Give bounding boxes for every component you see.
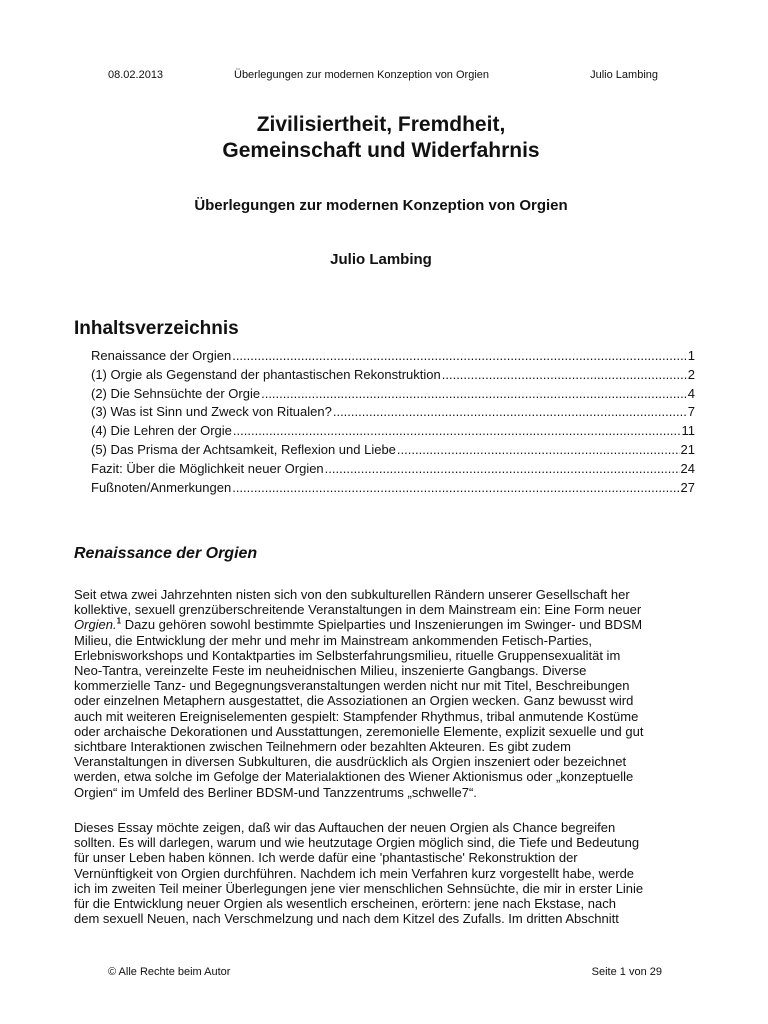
paragraph-line: dem sexuell Neuen, nach Verschmelzung und nach dem Kitzel des Zufalls. Im dritten Abschnitt <box>74 911 619 927</box>
toc-entry-page: 4 <box>687 385 695 401</box>
paragraph-line-with-footnote <box>74 617 692 632</box>
paragraph-line: sichtbare Interaktionen zwischen Teilnehmern oder bezahlten Akteuren. Es gibt zudem <box>74 739 571 755</box>
document-subtitle: Überlegungen zur modernen Konzeption von Orgien <box>194 197 568 214</box>
toc-leader-dots <box>232 347 687 366</box>
toc-entry[interactable] <box>91 422 695 441</box>
toc-leader-dots <box>233 422 681 441</box>
toc-entry-label: (5) Das Prisma der Achtsamkeit, Reflexion und Liebe <box>91 441 396 457</box>
toc-entry[interactable] <box>91 366 695 385</box>
paragraph-line: oder archaische Dekorationen und Ausstattungen, zeremonielle Elemente, explizit sexuelle und gut <box>74 723 644 739</box>
toc-entry-page: 24 <box>680 460 695 476</box>
body-paragraph-2 <box>74 820 692 926</box>
paragraph-line: Orgien“ im Umfeld des Berliner BDSM-und Tanzzentrums „schwelle7“. <box>74 784 477 800</box>
paragraph-line: oder einzelnen Metaphern ausgestattet, die Assoziationen an Orgien wecken. Ganz bewusst wird <box>74 693 634 709</box>
paragraph-line: Erlebnisworkshops und Kontaktparties im Selbsterfahrungsmilieu, rituelle Gruppensexualität im <box>74 647 621 663</box>
toc-entry[interactable] <box>91 403 695 422</box>
toc-entry-label: Fußnoten/Anmerkungen <box>91 479 232 495</box>
header-date: 08.02.2013 <box>108 69 164 81</box>
emphasis-orgien: Orgien. <box>74 617 117 633</box>
title-line-2: Gemeinschaft und Widerfahrnis <box>222 139 540 162</box>
header-title: Überlegungen zur modernen Konzeption von Orgien <box>234 69 489 81</box>
toc-entry-label: Renaissance der Orgien <box>91 348 232 363</box>
paragraph-line: kollektive, sexuell grenzüberschreitende Veranstaltungen in dem Mainstream ein: Eine Form neuer <box>74 602 642 618</box>
paragraph-line: sollten. Es will darlegen, warum und wie heutzutage Orgien möglich sind, die Tiefe und Bedeutung <box>74 835 640 851</box>
title-line-1: Zivilisiertheit, Fremdheit, <box>256 113 506 136</box>
footer-page-number: Seite 1 von 29 <box>591 966 662 978</box>
section-heading: Renaissance der Orgien <box>74 545 258 562</box>
toc-entry-label: (1) Orgie als Gegenstand der phantastischen Rekonstruktion <box>91 366 441 382</box>
toc-entry-page: 2 <box>687 366 695 382</box>
paragraph-line: Veranstaltungen in diversen Subkulturen, die ausdrücklich als Orgien inszeniert oder bezeichnet <box>74 754 627 770</box>
body-paragraph-1 <box>74 587 692 800</box>
toc-entry[interactable] <box>91 441 695 460</box>
toc-entry[interactable] <box>91 460 695 479</box>
paragraph-line: Milieu, die Entwicklung der mehr und mehr im Mainstream ankommenden Fetisch-Parties, <box>74 632 593 648</box>
running-footer <box>108 965 662 979</box>
toc-leader-dots <box>325 460 680 479</box>
paragraph-line: auch mit weiteren Ereigniselementen gespielt: Stampfender Rhythmus, tribal anmutende Kostüme <box>74 708 639 724</box>
document-title <box>74 112 688 164</box>
paragraph-line-text: Dazu gehören sowohl bestimmte Spielparties und Inszenierungen im Swinger- und BDSM <box>124 617 643 633</box>
paragraph-line: für unser Leben haben können. Ich werde dafür eine 'phantastische' Rekonstruktion der <box>74 850 578 866</box>
paragraph-line: kommerzielle Tanz- und Begegnungsveranstaltungen werden nicht nur mit Titel, Beschreibungen <box>74 678 630 694</box>
toc-entry-page: 7 <box>687 404 695 420</box>
toc-leader-dots <box>232 479 679 498</box>
paragraph-line: ich im zweiten Teil meiner Überlegungen jene vier menschlichen Sehnsüchte, die mir in erster Linie <box>74 880 644 896</box>
toc-leader-dots <box>333 403 687 422</box>
paragraph-line: Seit etwa zwei Jahrzehnten nisten sich von den subkulturellen Rändern unserer Gesellschaft her <box>74 587 630 602</box>
paragraph-line: werden, etwa solche im Gefolge der Materialaktionen des Wiener Aktionismus oder „konzeptuelle <box>74 769 634 785</box>
table-of-contents <box>91 347 695 497</box>
toc-entry-label: (3) Was ist Sinn und Zweck von Ritualen? <box>91 404 332 420</box>
toc-entry-page: 1 <box>687 348 695 363</box>
paragraph-line: für die Entwicklung neuer Orgien als wesentlich erscheinen, erörtern: jene nach Ekstase, nach <box>74 896 616 912</box>
toc-entry-label: (2) Die Sehnsüchte der Orgie <box>91 385 261 401</box>
toc-entry-page: 27 <box>680 479 695 495</box>
toc-leader-dots <box>261 385 687 404</box>
toc-entry[interactable] <box>91 347 695 366</box>
running-header <box>108 68 658 82</box>
toc-entry-label: Fazit: Über die Möglichkeit neuer Orgien <box>91 460 324 476</box>
paragraph-line: Neo-Tantra, vereinzelte Feste im neuheidnischen Milieu, inszenierte Gangbangs. Diverse <box>74 663 587 679</box>
header-author: Julio Lambing <box>590 69 658 81</box>
toc-entry-page: 21 <box>680 441 695 457</box>
paragraph-line: Dieses Essay möchte zeigen, daß wir das Auftauchen der neuen Orgien als Chance begreifen <box>74 820 616 835</box>
toc-entry[interactable] <box>91 385 695 404</box>
toc-entry[interactable] <box>91 479 695 498</box>
toc-entry-page: 11 <box>681 423 695 439</box>
toc-leader-dots <box>442 366 687 385</box>
toc-entry-label: (4) Die Lehren der Orgie <box>91 423 232 439</box>
toc-heading: Inhaltsverzeichnis <box>74 318 239 339</box>
footer-copyright: © Alle Rechte beim Autor <box>108 966 231 978</box>
toc-leader-dots <box>397 441 680 460</box>
document-author: Julio Lambing <box>330 251 432 268</box>
footnote-marker[interactable]: 1 <box>116 617 122 627</box>
paragraph-line: Vernünftigkeit von Orgien durchführen. Nachdem ich mein Verfahren kurz vorgestellt habe, werde <box>74 865 635 881</box>
